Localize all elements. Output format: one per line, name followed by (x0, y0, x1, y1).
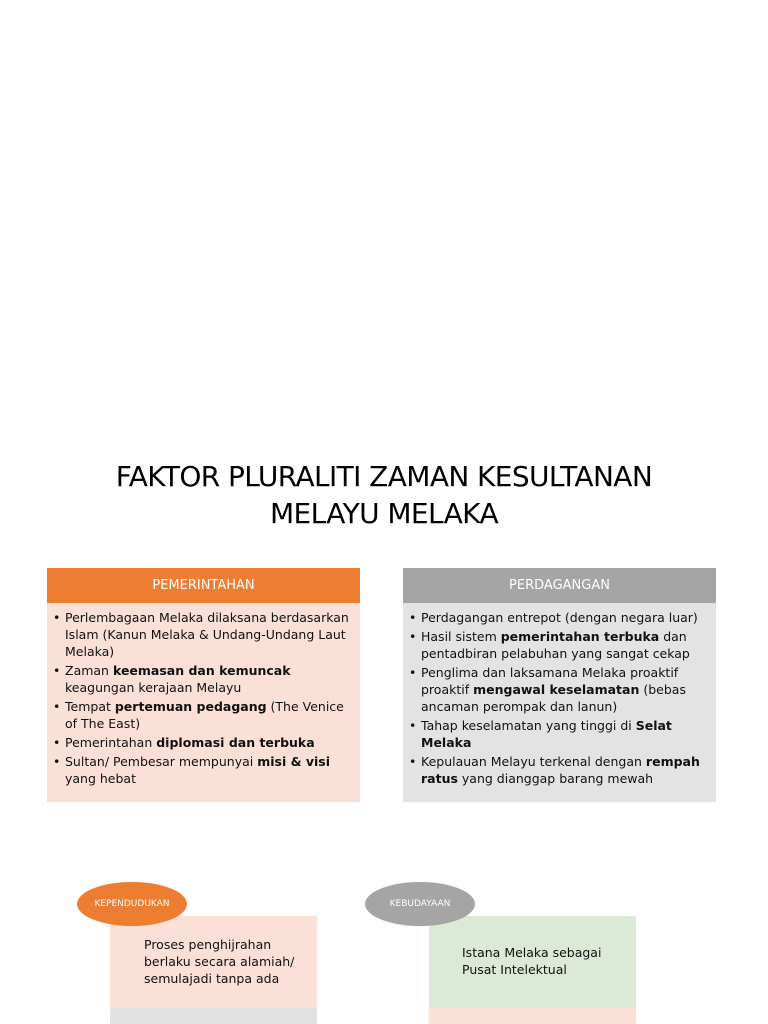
kependudukan-strip (110, 1008, 317, 1024)
list-item: • Kepulauan Melayu terkenal dengan rempah ratus yang dianggap barang mewah (409, 753, 706, 787)
list-item: • Sultan/ Pembesar mempunyai misi & visi yang hebat (53, 753, 350, 787)
pemerintahan-body (47, 603, 360, 802)
list-item: • Pemerintahan diplomasi dan terbuka (53, 734, 350, 751)
list-item: • Perdagangan entrepot (dengan negara luar) (409, 609, 706, 626)
title-line-1: FAKTOR PLURALITI ZAMAN KESULTANAN (115, 460, 653, 493)
perdagangan-header: PERDAGANGAN (403, 568, 716, 603)
perdagangan-body (403, 603, 716, 802)
kebudayaan-strip (429, 1008, 636, 1024)
kebudayaan-label: KEBUDAYAAN (365, 882, 475, 926)
list-item: • Tahap keselamatan yang tinggi di Selat Melaka (409, 717, 706, 751)
title-line-2: MELAYU MELAKA (269, 497, 499, 530)
kependudukan-label: KEPENDUDUKAN (77, 882, 187, 926)
pemerintahan-card (47, 568, 360, 802)
list-item: • Perlembagaan Melaka dilaksana berdasarkan Islam (Kanun Melaka & Undang-Undang Laut Melaka) (53, 609, 350, 660)
kependudukan-box (110, 916, 317, 1008)
list-item: • Penglima dan laksamana Melaka proaktif proaktif mengawal keselamatan (bebas ancaman perompak dan lanun) (409, 664, 706, 715)
kebudayaan-text: Istana Melaka sebagai Pusat Intelektual (462, 945, 602, 977)
pemerintahan-header: PEMERINTAHAN (47, 568, 360, 603)
perdagangan-card (403, 568, 716, 802)
kependudukan-text: Proses penghijrahan berlaku secara alamiah/ semulajadi tanpa ada (144, 937, 295, 986)
page-title (40, 458, 728, 532)
list-item: • Hasil sistem pemerintahan terbuka dan pentadbiran pelabuhan yang sangat cekap (409, 628, 706, 662)
pemerintahan-list (53, 609, 350, 787)
list-item: • Tempat pertemuan pedagang (The Venice of The East) (53, 698, 350, 732)
list-item: • Zaman keemasan dan kemuncak keagungan kerajaan Melayu (53, 662, 350, 696)
kebudayaan-box (429, 916, 636, 1008)
perdagangan-list (409, 609, 706, 787)
